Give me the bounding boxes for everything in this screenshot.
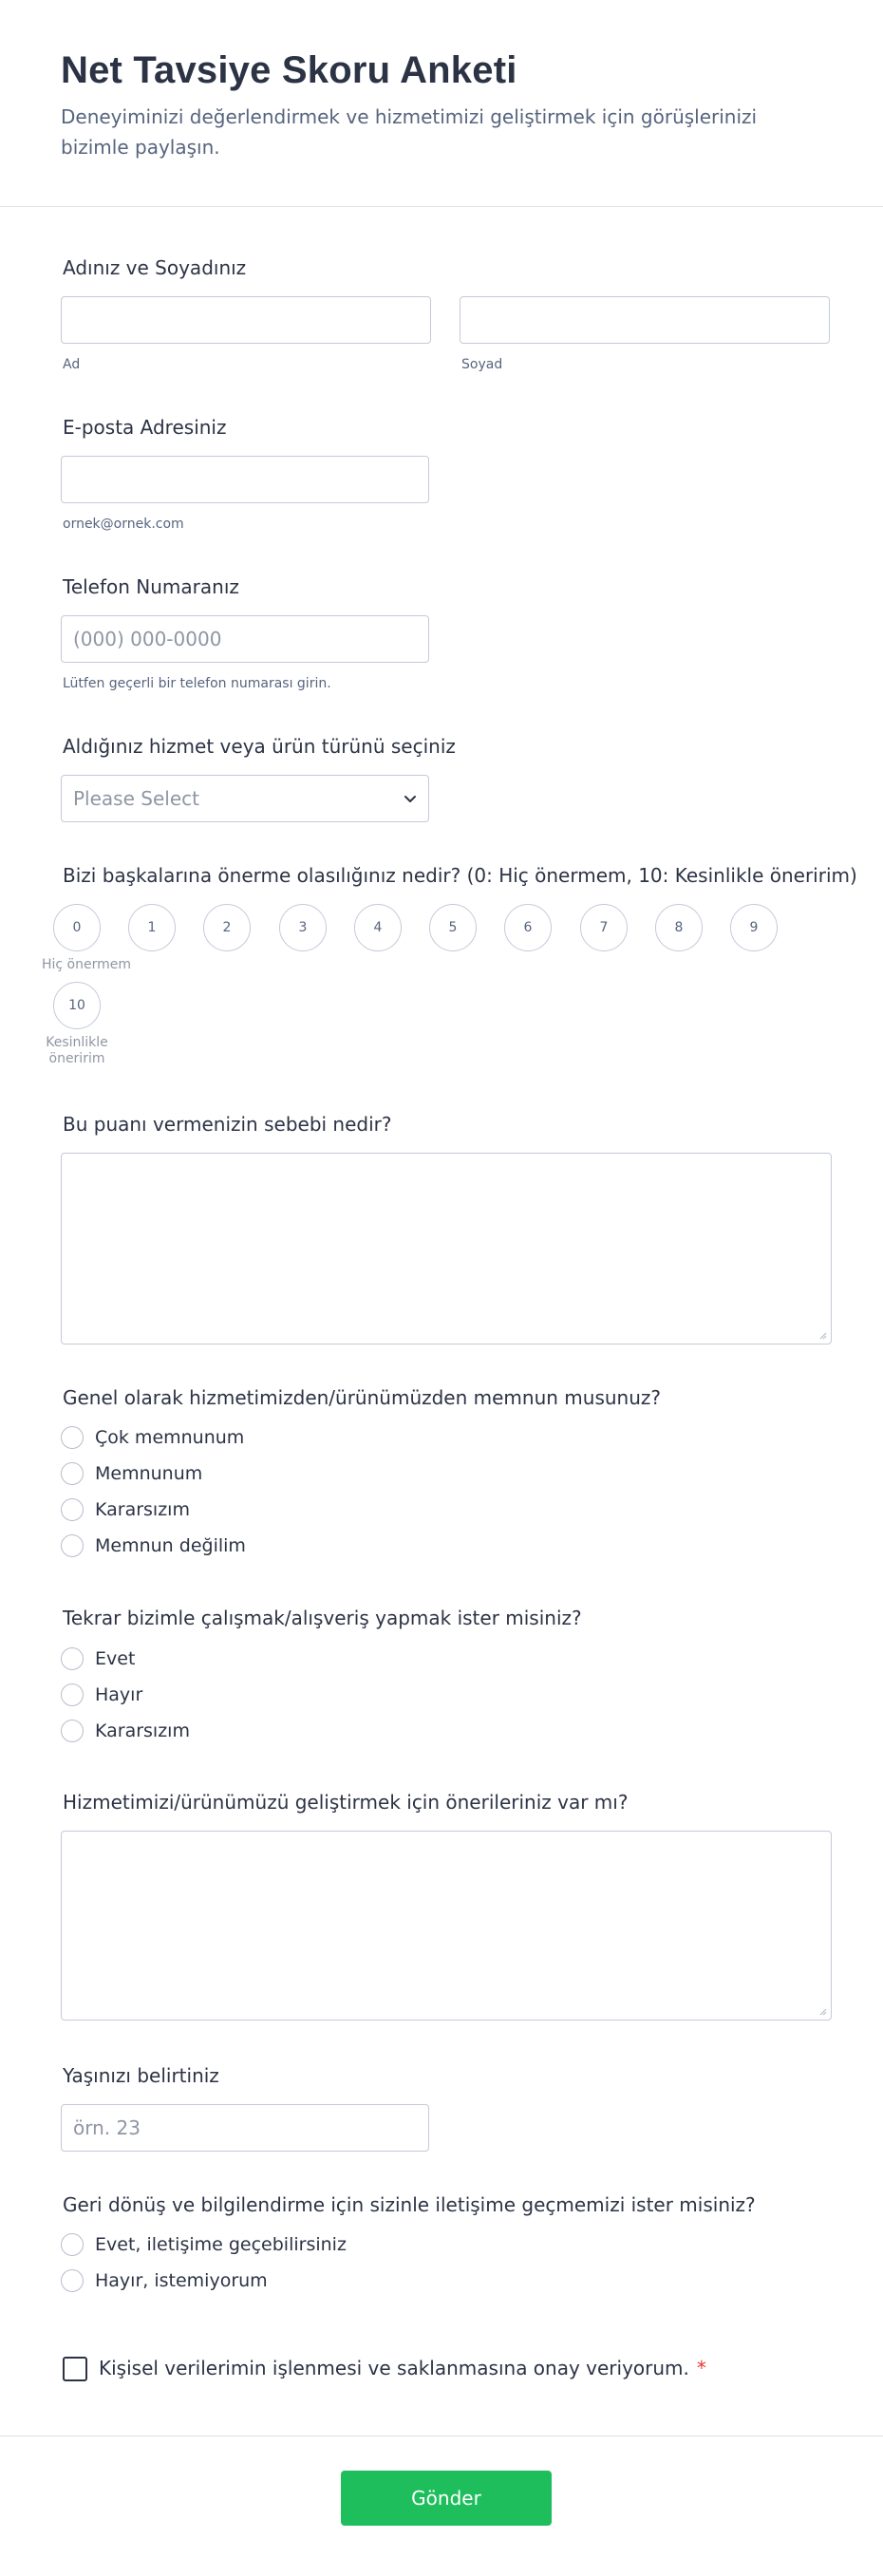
consent-label: [99, 2357, 706, 2379]
contact-option-2[interactable]: [61, 2269, 268, 2292]
phone-question-label: Telefon Numaranız: [63, 575, 239, 598]
radio-button[interactable]: [61, 2269, 84, 2292]
return-question-label: Tekrar bizimle çalışmak/alışveriş yapmak ister misiniz?: [63, 1607, 582, 1629]
radio-label: Hayır: [95, 1684, 143, 1705]
suggestions-question-label: Hizmetimizi/ürünümüzü geliştirmek için önerileriniz var mı?: [63, 1791, 629, 1814]
email-sublabel: ornek@ornek.com: [63, 517, 184, 532]
suggestions-textarea[interactable]: [61, 1831, 832, 2021]
name-question-label: Adınız ve Soyadınız: [63, 256, 247, 279]
service-select-value: Please Select: [73, 787, 199, 810]
satisfaction-option-3[interactable]: [61, 1498, 190, 1521]
nps-high-label-line1: Kesinlikle: [46, 1035, 108, 1050]
reason-question-label: Bu puanı vermenizin sebebi nedir?: [63, 1113, 392, 1136]
radio-label: Kararsızım: [95, 1720, 190, 1741]
radio-label: Memnun değilim: [95, 1535, 246, 1556]
resize-handle-icon[interactable]: [817, 1330, 827, 1340]
radio-label: Hayır, istemiyorum: [95, 2270, 268, 2291]
radio-label: Çok memnunum: [95, 1427, 245, 1448]
consent-text: Kişisel verilerimin işlenmesi ve saklanmasına onay veriyorum.: [99, 2357, 689, 2379]
required-asterisk: *: [696, 2357, 706, 2379]
email-question-label: E-posta Adresiniz: [63, 416, 227, 439]
radio-button[interactable]: [61, 1498, 84, 1521]
nps-option-7[interactable]: 7: [580, 904, 628, 951]
footer-divider: [0, 2435, 883, 2436]
last-name-sublabel: Soyad: [461, 357, 503, 372]
first-name-input[interactable]: [61, 296, 431, 344]
email-input[interactable]: [61, 456, 429, 503]
radio-label: Evet, iletişime geçebilirsiniz: [95, 2234, 347, 2255]
radio-button[interactable]: [61, 1647, 84, 1670]
nps-high-label-line2: öneririm: [48, 1051, 105, 1066]
nps-option-6[interactable]: 6: [504, 904, 552, 951]
page-subtitle: Deneyiminizi değerlendirmek ve hizmetimizi geliştirmek için görüşlerinizi bizimle paylaşın.: [61, 105, 758, 159]
age-question-label: Yaşınızı belirtiniz: [63, 2064, 219, 2087]
satisfaction-option-1[interactable]: [61, 1426, 244, 1449]
form-header: [0, 0, 883, 207]
service-select[interactable]: [61, 775, 429, 822]
submit-button[interactable]: Gönder: [341, 2471, 552, 2526]
chevron-down-icon: [404, 792, 417, 805]
return-option-2[interactable]: [61, 1683, 142, 1706]
nps-option-8[interactable]: 8: [655, 904, 703, 951]
return-option-3[interactable]: [61, 1720, 190, 1742]
radio-button[interactable]: [61, 1683, 84, 1706]
nps-option-3[interactable]: 3: [279, 904, 327, 951]
radio-button[interactable]: [61, 1426, 84, 1449]
phone-sublabel: Lütfen geçerli bir telefon numarası girin.: [63, 676, 331, 691]
radio-button[interactable]: [61, 1720, 84, 1742]
satisfaction-question-label: Genel olarak hizmetimizden/ürünümüzden memnun musunuz?: [63, 1386, 662, 1409]
nps-question-label: Bizi başkalarına önerme olasılığınız nedir? (0: Hiç önermem, 10: Kesinlikle öneririm): [63, 864, 857, 887]
radio-label: Memnunum: [95, 1463, 203, 1484]
satisfaction-option-4[interactable]: [61, 1534, 246, 1557]
last-name-input[interactable]: [460, 296, 830, 344]
nps-option-10[interactable]: 10: [53, 982, 101, 1029]
contact-question-label: Geri dönüş ve bilgilendirme için sizinle iletişime geçmemizi ister misiniz?: [63, 2193, 756, 2216]
contact-option-1[interactable]: [61, 2233, 347, 2256]
nps-option-1[interactable]: 1: [128, 904, 176, 951]
radio-button[interactable]: [61, 1534, 84, 1557]
consent-checkbox[interactable]: [63, 2357, 87, 2381]
nps-option-2[interactable]: 2: [203, 904, 251, 951]
nps-low-label: Hiç önermem: [41, 957, 131, 972]
nps-option-0[interactable]: 0: [53, 904, 101, 951]
first-name-sublabel: Ad: [63, 357, 81, 372]
page-title: Net Tavsiye Skoru Anketi: [61, 49, 517, 91]
age-input[interactable]: [61, 2104, 429, 2152]
service-question-label: Aldığınız hizmet veya ürün türünü seçiniz: [63, 735, 456, 758]
nps-option-4[interactable]: 4: [354, 904, 402, 951]
radio-label: Kararsızım: [95, 1499, 190, 1520]
radio-button[interactable]: [61, 2233, 84, 2256]
radio-button[interactable]: [61, 1462, 84, 1485]
resize-handle-icon[interactable]: [817, 2006, 827, 2016]
satisfaction-option-2[interactable]: [61, 1462, 202, 1485]
return-option-1[interactable]: [61, 1647, 135, 1670]
nps-option-5[interactable]: 5: [429, 904, 477, 951]
phone-input[interactable]: [61, 615, 429, 663]
reason-textarea[interactable]: [61, 1153, 832, 1344]
nps-option-9[interactable]: 9: [730, 904, 778, 951]
radio-label: Evet: [95, 1648, 136, 1669]
